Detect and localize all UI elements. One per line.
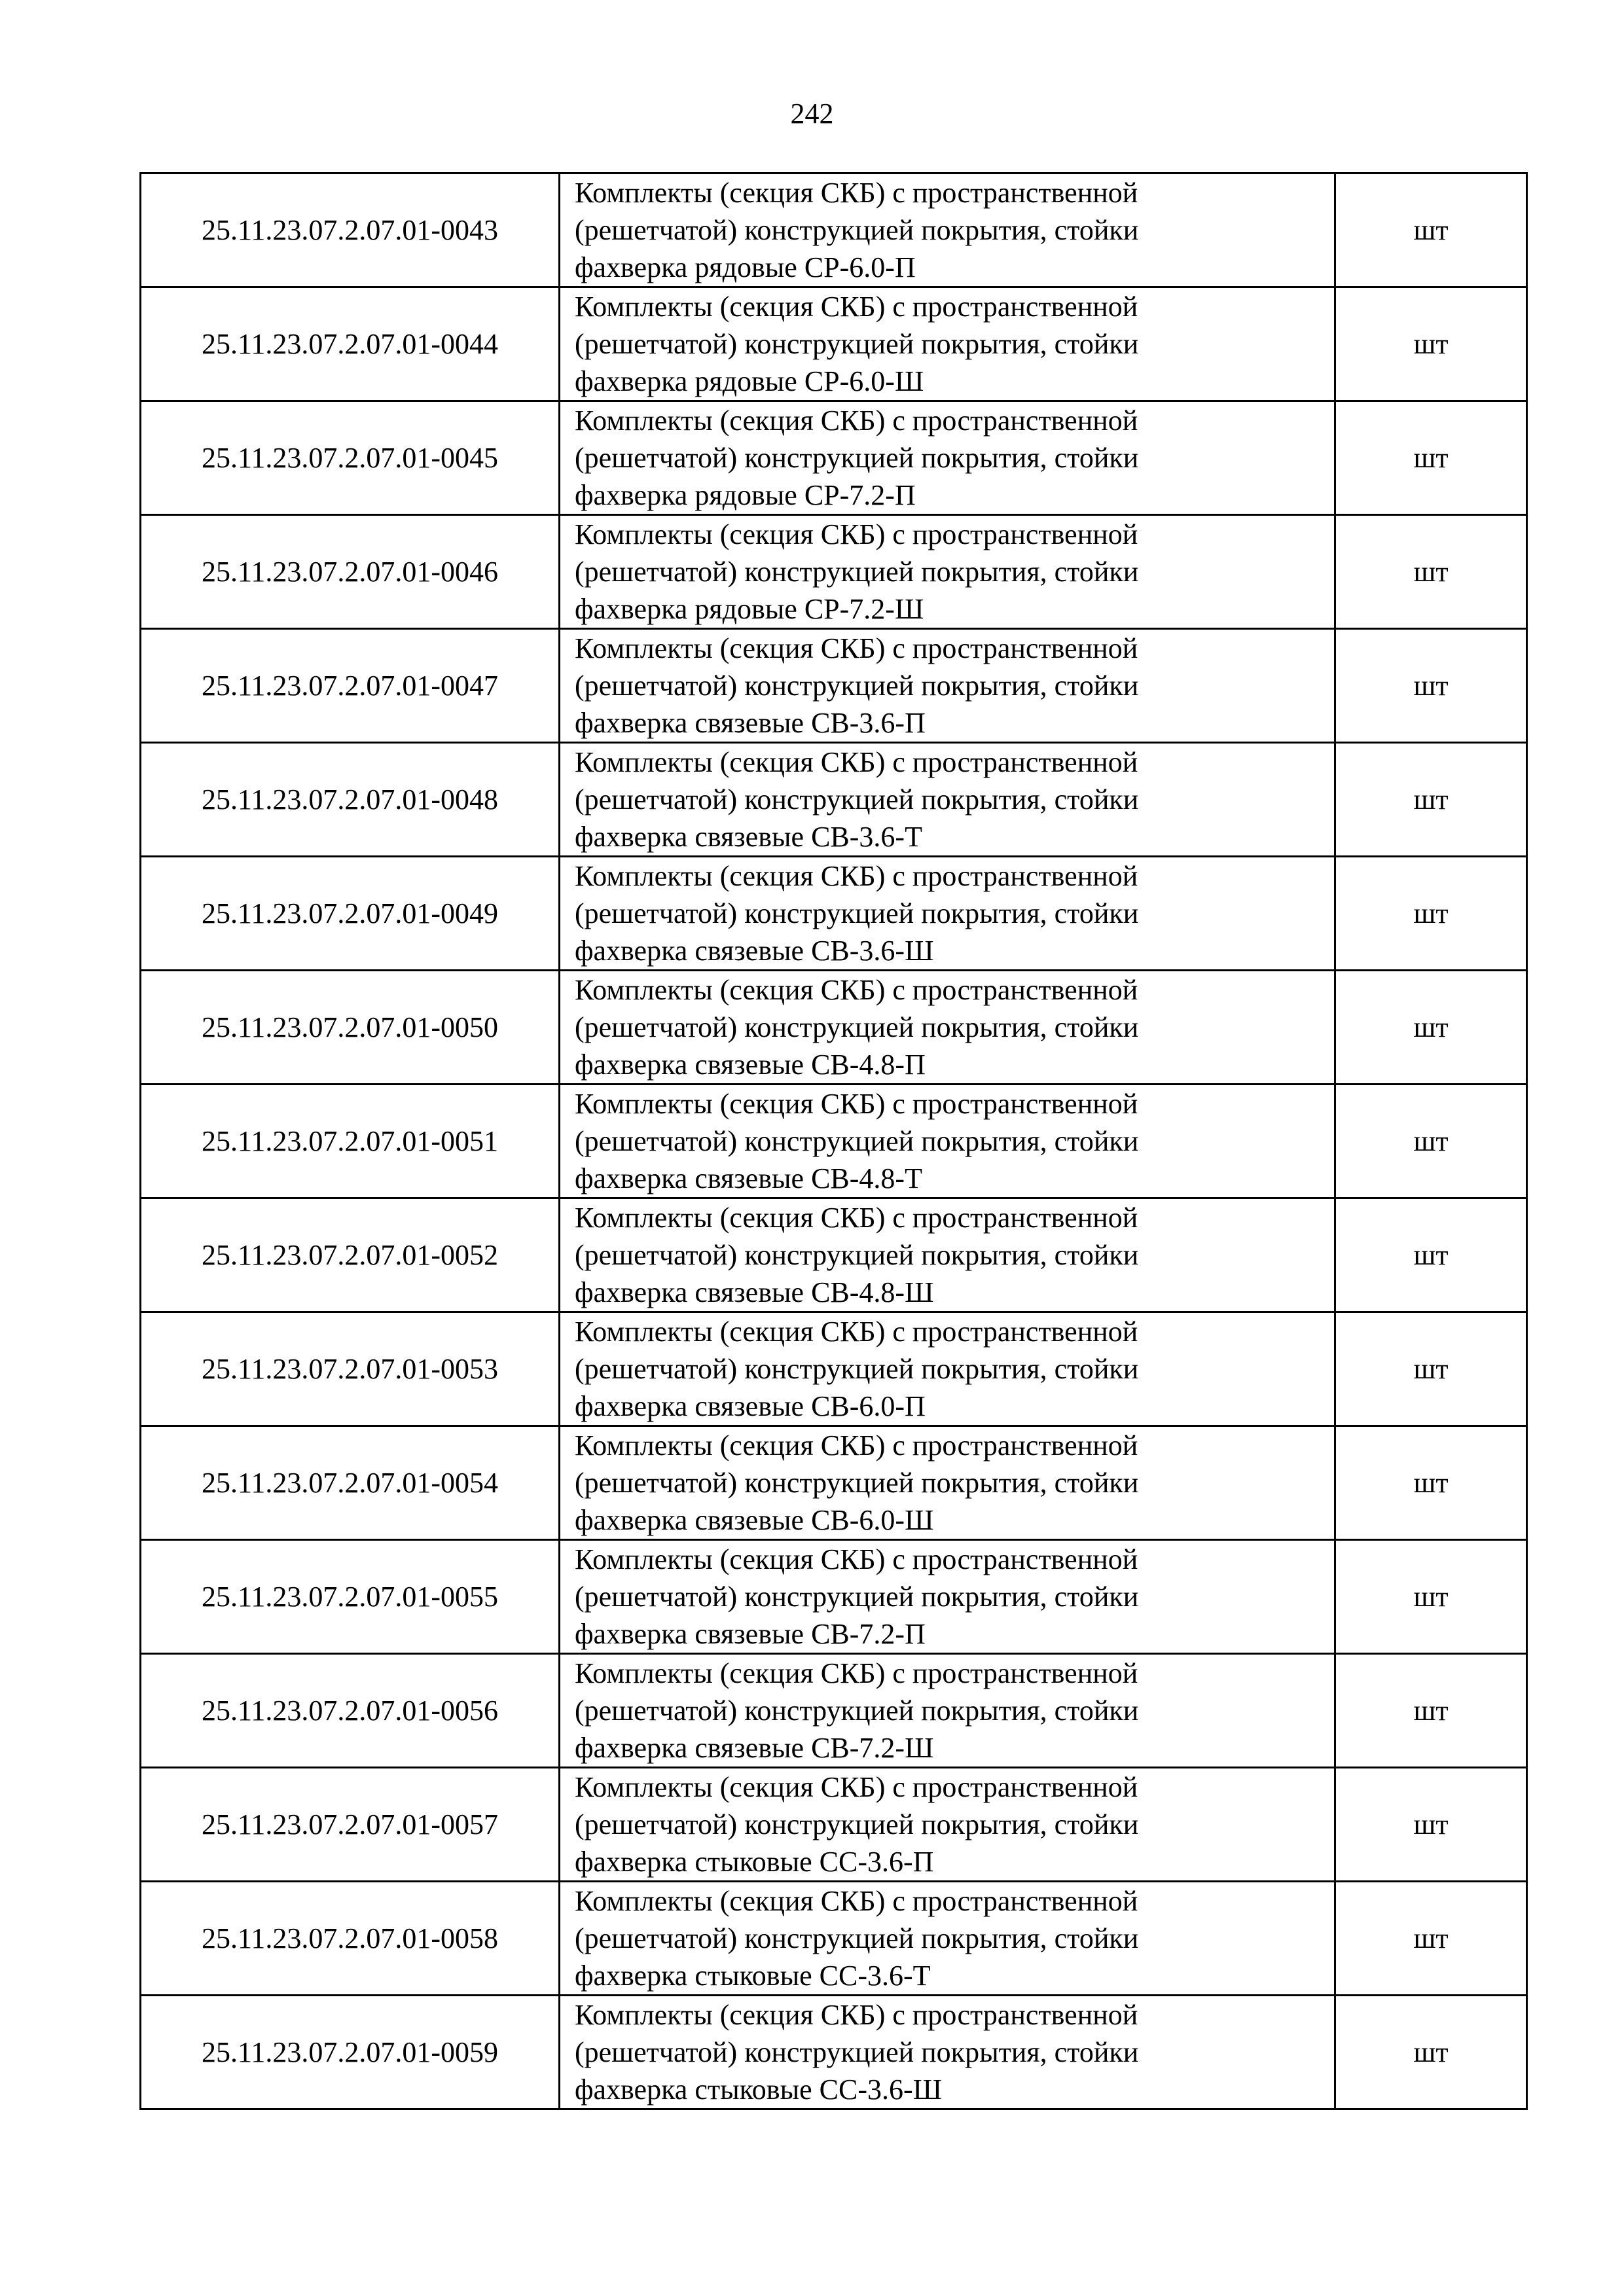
unit-cell: шт (1335, 1768, 1527, 1882)
description-line: фахверка рядовые СР-6.0-П (575, 251, 916, 283)
table-row (141, 1426, 1527, 1540)
codes-table-body (141, 173, 1527, 2109)
unit-cell: шт (1335, 1198, 1527, 1312)
codes-table (139, 172, 1528, 2110)
unit-cell: шт (1335, 515, 1527, 629)
description-line: (решетчатой) конструкцией покрытия, стойки (575, 442, 1139, 474)
table-row (141, 1085, 1527, 1198)
description-line: Комплекты (секция СКБ) с пространственной (575, 518, 1138, 550)
unit-cell: шт (1335, 173, 1527, 287)
description-line: Комплекты (секция СКБ) с пространственной (575, 632, 1138, 664)
description-line: фахверка связевые СВ-7.2-П (575, 1618, 926, 1650)
description-line: фахверка связевые СВ-3.6-П (575, 707, 926, 739)
description-cell (560, 1540, 1335, 1654)
description-line: фахверка стыковые СС-3.6-Т (575, 1960, 931, 1992)
description-line: (решетчатой) конструкцией покрытия, стойки (575, 2036, 1139, 2068)
description-line: Комплекты (секция СКБ) с пространственной (575, 1885, 1138, 1917)
description-cell (560, 743, 1335, 857)
description-line: Комплекты (секция СКБ) с пространственной (575, 1316, 1138, 1348)
description-cell (560, 1085, 1335, 1198)
description-cell (560, 1768, 1335, 1882)
description-line: Комплекты (секция СКБ) с пространственной (575, 974, 1138, 1006)
description-line: Комплекты (секция СКБ) с пространственной (575, 1999, 1138, 2031)
description-line: (решетчатой) конструкцией покрытия, стойки (575, 670, 1139, 702)
description-line: фахверка связевые СВ-3.6-Ш (575, 935, 934, 967)
code-cell: 25.11.23.07.2.07.01-0044 (141, 287, 560, 401)
description-line: Комплекты (секция СКБ) с пространственной (575, 1657, 1138, 1689)
description-line: фахверка связевые СВ-3.6-Т (575, 821, 922, 853)
description-cell (560, 629, 1335, 743)
description-line: Комплекты (секция СКБ) с пространственной (575, 1088, 1138, 1120)
description-line: Комплекты (секция СКБ) с пространственной (575, 1771, 1138, 1803)
description-line: фахверка стыковые СС-3.6-П (575, 1846, 934, 1878)
description-line: Комплекты (секция СКБ) с пространственной (575, 1202, 1138, 1234)
description-cell (560, 1312, 1335, 1426)
code-cell: 25.11.23.07.2.07.01-0051 (141, 1085, 560, 1198)
description-line: (решетчатой) конструкцией покрытия, стойки (575, 1695, 1139, 1727)
unit-cell: шт (1335, 1312, 1527, 1426)
description-line: Комплекты (секция СКБ) с пространственной (575, 1543, 1138, 1575)
code-cell: 25.11.23.07.2.07.01-0052 (141, 1198, 560, 1312)
code-cell: 25.11.23.07.2.07.01-0059 (141, 1996, 560, 2109)
description-line: (решетчатой) конструкцией покрытия, стойки (575, 1239, 1139, 1271)
table-row (141, 1540, 1527, 1654)
description-line: фахверка связевые СВ-7.2-Ш (575, 1732, 934, 1764)
description-line: (решетчатой) конструкцией покрытия, стойки (575, 1581, 1139, 1613)
code-cell: 25.11.23.07.2.07.01-0058 (141, 1882, 560, 1996)
description-cell (560, 287, 1335, 401)
unit-cell: шт (1335, 1654, 1527, 1768)
table-row (141, 515, 1527, 629)
code-cell: 25.11.23.07.2.07.01-0053 (141, 1312, 560, 1426)
table-row (141, 1312, 1527, 1426)
description-line: (решетчатой) конструкцией покрытия, стойки (575, 328, 1139, 360)
code-cell: 25.11.23.07.2.07.01-0056 (141, 1654, 560, 1768)
description-line: Комплекты (секция СКБ) с пространственной (575, 1429, 1138, 1462)
code-cell: 25.11.23.07.2.07.01-0048 (141, 743, 560, 857)
description-line: Комплекты (секция СКБ) с пространственной (575, 860, 1138, 892)
description-line: фахверка рядовые СР-6.0-Ш (575, 365, 924, 397)
description-line: Комплекты (секция СКБ) с пространственной (575, 404, 1138, 437)
code-cell: 25.11.23.07.2.07.01-0050 (141, 971, 560, 1085)
code-cell: 25.11.23.07.2.07.01-0047 (141, 629, 560, 743)
table-row (141, 1768, 1527, 1882)
table-row (141, 1882, 1527, 1996)
unit-cell: шт (1335, 1426, 1527, 1540)
code-cell: 25.11.23.07.2.07.01-0054 (141, 1426, 560, 1540)
code-cell: 25.11.23.07.2.07.01-0046 (141, 515, 560, 629)
code-cell: 25.11.23.07.2.07.01-0057 (141, 1768, 560, 1882)
unit-cell: шт (1335, 629, 1527, 743)
page-number: 242 (790, 98, 834, 130)
unit-cell: шт (1335, 287, 1527, 401)
description-cell (560, 173, 1335, 287)
description-line: (решетчатой) конструкцией покрытия, стойки (575, 1011, 1139, 1043)
description-cell (560, 1198, 1335, 1312)
description-cell (560, 1996, 1335, 2109)
description-line: фахверка рядовые СР-7.2-П (575, 479, 916, 511)
unit-cell: шт (1335, 971, 1527, 1085)
description-line: фахверка стыковые СС-3.6-Ш (575, 2073, 943, 2106)
table-row (141, 971, 1527, 1085)
description-line: фахверка связевые СВ-4.8-Ш (575, 1276, 934, 1308)
description-line: Комплекты (секция СКБ) с пространственной (575, 746, 1138, 778)
code-cell: 25.11.23.07.2.07.01-0055 (141, 1540, 560, 1654)
description-cell (560, 971, 1335, 1085)
description-cell (560, 1654, 1335, 1768)
description-line: (решетчатой) конструкцией покрытия, стойки (575, 1922, 1139, 1954)
table-row (141, 1198, 1527, 1312)
description-line: (решетчатой) конструкцией покрытия, стойки (575, 1467, 1139, 1499)
description-line: фахверка связевые СВ-6.0-П (575, 1390, 926, 1422)
description-line: (решетчатой) конструкцией покрытия, стойки (575, 556, 1139, 588)
description-cell (560, 857, 1335, 971)
description-cell (560, 1426, 1335, 1540)
description-cell (560, 401, 1335, 515)
unit-cell: шт (1335, 1996, 1527, 2109)
description-line: Комплекты (секция СКБ) с пространственной (575, 177, 1138, 209)
description-line: (решетчатой) конструкцией покрытия, стойки (575, 214, 1139, 246)
description-line: (решетчатой) конструкцией покрытия, стойки (575, 783, 1139, 816)
description-line: Комплекты (секция СКБ) с пространственной (575, 291, 1138, 323)
table-row (141, 1996, 1527, 2109)
description-cell (560, 515, 1335, 629)
description-line: фахверка связевые СВ-4.8-П (575, 1049, 926, 1081)
description-line: фахверка связевые СВ-4.8-Т (575, 1162, 922, 1194)
code-cell: 25.11.23.07.2.07.01-0043 (141, 173, 560, 287)
description-line: (решетчатой) конструкцией покрытия, стойки (575, 1125, 1139, 1157)
code-cell: 25.11.23.07.2.07.01-0045 (141, 401, 560, 515)
table-row (141, 287, 1527, 401)
table-row (141, 401, 1527, 515)
description-line: (решетчатой) конструкцией покрытия, стойки (575, 897, 1139, 929)
unit-cell: шт (1335, 1882, 1527, 1996)
unit-cell: шт (1335, 743, 1527, 857)
unit-cell: шт (1335, 857, 1527, 971)
table-row (141, 743, 1527, 857)
table-row (141, 1654, 1527, 1768)
unit-cell: шт (1335, 401, 1527, 515)
description-line: (решетчатой) конструкцией покрытия, стойки (575, 1353, 1139, 1385)
table-row (141, 857, 1527, 971)
unit-cell: шт (1335, 1085, 1527, 1198)
description-line: фахверка рядовые СР-7.2-Ш (575, 593, 924, 625)
table-row (141, 629, 1527, 743)
table-row (141, 173, 1527, 287)
description-line: (решетчатой) конструкцией покрытия, стойки (575, 1808, 1139, 1840)
description-line: фахверка связевые СВ-6.0-Ш (575, 1504, 934, 1536)
unit-cell: шт (1335, 1540, 1527, 1654)
description-cell (560, 1882, 1335, 1996)
code-cell: 25.11.23.07.2.07.01-0049 (141, 857, 560, 971)
